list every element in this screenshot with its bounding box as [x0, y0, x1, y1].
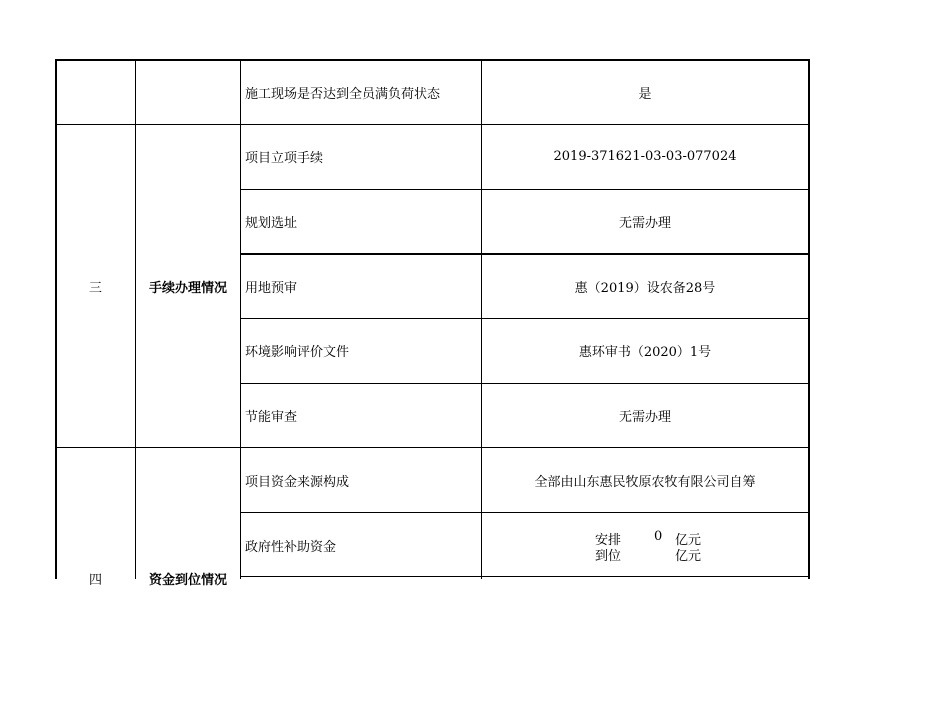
arranged-unit: 亿元 — [675, 533, 702, 548]
grid-line — [240, 59, 241, 579]
grid-line — [56, 124, 810, 125]
cell-label[interactable]: 项目立项手续 — [245, 151, 324, 166]
grid-line — [241, 383, 810, 384]
cell-value[interactable]: 2019-371621-03-03-077024 — [553, 149, 737, 164]
cell-label[interactable]: 施工现场是否达到全员满负荷状态 — [245, 86, 441, 102]
grid-line — [56, 59, 810, 61]
section-title[interactable]: 资金到位情况 — [148, 572, 227, 588]
cell-value[interactable]: 是 — [638, 86, 652, 102]
section-number[interactable]: 三 — [88, 280, 102, 296]
cell-value[interactable]: 惠环审书（2020）1号 — [578, 345, 712, 360]
grid-line — [55, 59, 57, 579]
cell-label[interactable]: 用地预审 — [245, 280, 298, 296]
section-number[interactable]: 四 — [88, 572, 102, 588]
grid-line — [808, 59, 810, 579]
cell-label[interactable]: 政府性补助资金 — [245, 539, 337, 555]
arranged-label: 安排 — [595, 533, 622, 548]
grid-line — [241, 318, 810, 319]
cell-value[interactable]: 无需办理 — [618, 410, 671, 425]
grid-line — [135, 59, 136, 579]
received-unit: 亿元 — [675, 549, 702, 564]
section-title[interactable]: 手续办理情况 — [148, 280, 227, 296]
cell-label[interactable]: 节能审查 — [245, 410, 298, 425]
grid-line — [241, 576, 810, 577]
cell-label[interactable]: 规划选址 — [245, 216, 298, 231]
cell-value[interactable]: 全部由山东惠民牧原农牧有限公司自筹 — [534, 475, 756, 490]
grid-line — [56, 447, 810, 448]
received-label: 到位 — [595, 549, 622, 564]
cell-value[interactable]: 无需办理 — [618, 216, 671, 231]
grid-line — [241, 253, 810, 255]
cell-label[interactable]: 项目资金来源构成 — [245, 475, 350, 490]
grid-line — [241, 512, 810, 513]
grid-line — [241, 189, 810, 190]
arranged-amount: 0 — [654, 529, 663, 544]
cell-label[interactable]: 环境影响评价文件 — [245, 345, 350, 360]
cell-value[interactable]: 惠（2019）设农备28号 — [574, 280, 716, 296]
grid-line — [481, 59, 482, 579]
subsidy-cell[interactable] — [481, 513, 809, 577]
